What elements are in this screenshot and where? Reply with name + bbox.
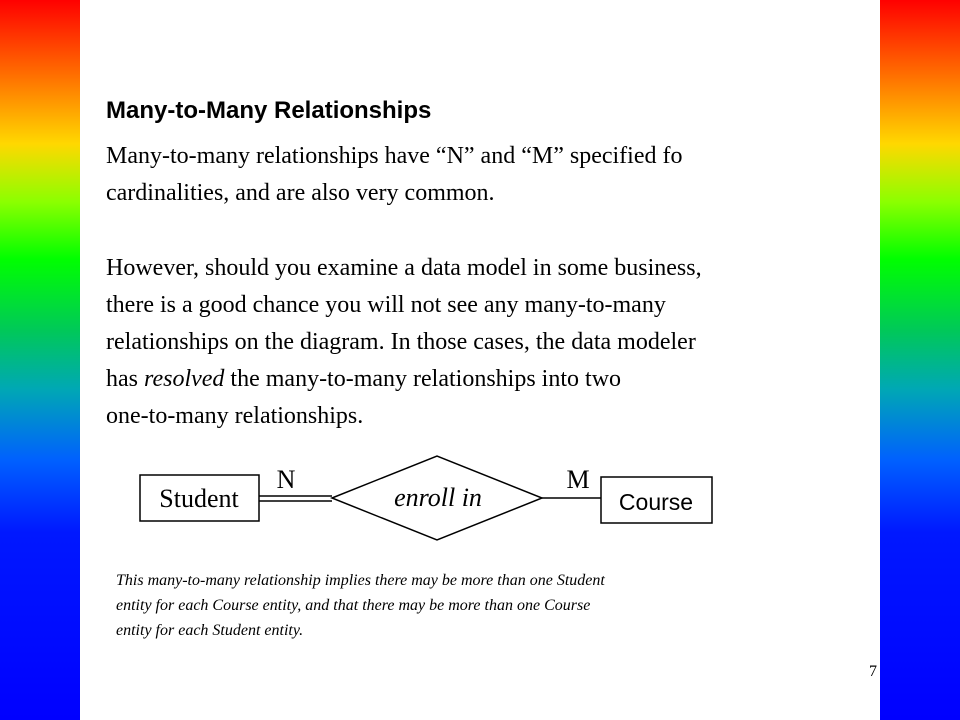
- emphasis-resolved: resolved: [144, 366, 225, 392]
- caption-line-1: This many-to-many relationship implies there may be more than one Student: [116, 572, 605, 589]
- caption-line-2: entity for each Course entity, and that there may be more than one Course: [116, 597, 591, 614]
- explanation-line-4-start: has: [106, 366, 144, 392]
- explanation-line-1: However, should you examine a data model in some business,: [106, 255, 702, 281]
- explanation-line-3: relationships on the diagram. In those cases, the data modeler: [106, 329, 696, 355]
- cardinality-m: M: [566, 465, 590, 494]
- relationship-label: enroll in: [394, 483, 482, 512]
- page-number: 7: [869, 663, 877, 680]
- intro-line-1: Many-to-many relationships have “N” and “M” specified fo: [106, 143, 683, 169]
- diagram-caption: [116, 568, 605, 643]
- entity-course-label: Course: [618, 489, 694, 515]
- intro-line-2: cardinalities, and are also very common.: [106, 180, 495, 206]
- caption-line-3: entity for each Student entity.: [116, 622, 304, 639]
- slide-title: Many-to-Many Relationships: [106, 97, 432, 124]
- explanation-line-2: there is a good chance you will not see any many-to-many: [106, 292, 666, 318]
- explanation-line-4-end: the many-to-many relationships into two: [224, 366, 622, 392]
- cardinality-n: N: [276, 465, 296, 494]
- explanation-line-5: one-to-many relationships.: [106, 403, 364, 429]
- entity-student-label: Student: [159, 484, 239, 513]
